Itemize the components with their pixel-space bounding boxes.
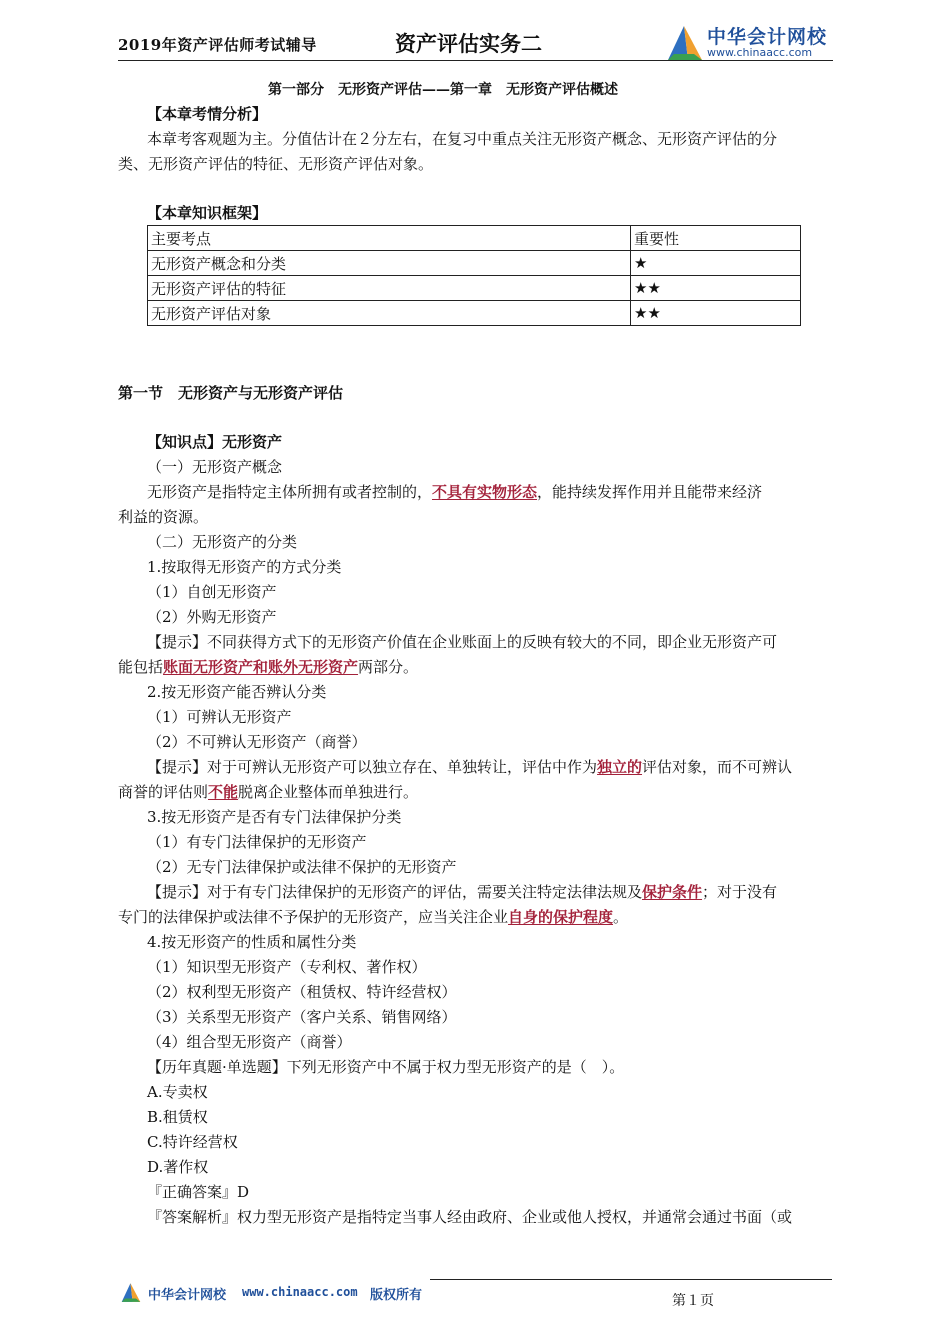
logo-name: 中华会计网校 <box>707 26 828 48</box>
class-4d: （4）组合型无形资产（商誉） <box>147 1033 352 1051</box>
exam-question: 【历年真题·单选题】下列无形资产中不属于权力型无形资产的是（ ）。 <box>147 1058 625 1076</box>
table-row <box>148 301 801 326</box>
highlight: 不能 <box>208 783 239 801</box>
option-d: D.著作权 <box>147 1158 209 1176</box>
class-3a: （1）有专门法律保护的无形资产 <box>147 833 367 851</box>
text: 商誉的评估则 <box>118 783 209 801</box>
subheading-concept: （一）无形资产概念 <box>147 458 283 476</box>
text: 脱离企业整体而单独进行。 <box>238 783 419 801</box>
class-3: 3.按无形资产是否有专门法律保护分类 <box>147 808 402 826</box>
text: ，能持续发挥作用并且能带来经济 <box>537 483 763 501</box>
tip-1-cont <box>118 657 418 677</box>
text: 能包括 <box>118 658 164 676</box>
tip-2 <box>147 757 792 777</box>
page-number: 第１页 <box>672 1293 714 1309</box>
importance-stars: ★ <box>631 251 801 276</box>
text: ；对于没有 <box>702 883 778 901</box>
knowledge-point-heading: 【知识点】无形资产 <box>147 433 283 451</box>
analysis-line-1: 本章考客观题为主。分值估计在２分左右，在复习中重点关注无形资产概念、无形资产评估的分 <box>147 130 778 148</box>
class-4b: （2）权利型无形资产（租赁权、特许经营权） <box>147 983 457 1001</box>
footer-rule <box>430 1279 832 1280</box>
option-c: C.特许经营权 <box>147 1133 238 1151</box>
highlight: 保护条件 <box>642 883 703 901</box>
analysis-line-2: 类、无形资产评估的特征、无形资产评估对象。 <box>118 155 434 173</box>
text: 【提示】对于有专门法律保护的无形资产的评估，需要关注特定法律法规及 <box>147 883 643 901</box>
header-rule <box>118 60 833 61</box>
answer-explanation: 『答案解析』权力型无形资产是指特定当事人经由政府、企业或他人授权，并通常会通过书面（或 <box>147 1208 793 1226</box>
class-1: 1.按取得无形资产的方式分类 <box>147 558 342 576</box>
text: 专门的法律保护或法律不予保护的无形资产，应当关注企业 <box>118 908 509 926</box>
class-4a: （1）知识型无形资产（专利权、著作权） <box>147 958 427 976</box>
class-4: 4.按无形资产的性质和属性分类 <box>147 933 357 951</box>
definition-line-2: 利益的资源。 <box>118 508 209 526</box>
tip-1: 【提示】不同获得方式下的无形资产价值在企业账面上的反映有较大的不同，即企业无形资产可 <box>147 633 778 651</box>
option-b: B.租赁权 <box>147 1108 208 1126</box>
text: 两部分。 <box>358 658 419 676</box>
class-1b: （2）外购无形资产 <box>147 608 277 626</box>
tip-3 <box>147 882 777 902</box>
correct-answer: 『正确答案』D <box>147 1183 250 1201</box>
highlight: 自身的保护程度 <box>508 908 614 926</box>
text: 【提示】对于可辨认无形资产可以独立存在、单独转让，评估中作为 <box>147 758 598 776</box>
logo-url: www.chinaacc.com <box>707 46 813 59</box>
definition-line <box>147 482 762 502</box>
section-title: 第一节 无形资产与无形资产评估 <box>118 384 344 402</box>
table-header-cell: 重要性 <box>631 226 801 251</box>
table-header-cell: 主要考点 <box>148 226 631 251</box>
class-2a: （1）可辨认无形资产 <box>147 708 292 726</box>
table-cell: 无形资产评估的特征 <box>148 276 631 301</box>
text: 评估对象，而不可辨认 <box>642 758 793 776</box>
footer-logo-text: 中华会计网校 <box>148 1288 227 1303</box>
knowledge-table <box>147 225 801 326</box>
logo-icon <box>118 1280 144 1304</box>
highlight: 独立的 <box>597 758 643 776</box>
footer-site: www.chinaacc.com <box>242 1285 358 1299</box>
text: 。 <box>613 908 629 926</box>
class-4c: （3）关系型无形资产（客户关系、销售网络） <box>147 1008 457 1026</box>
table-row <box>148 251 801 276</box>
framework-heading: 【本章知识框架】 <box>147 204 268 222</box>
importance-stars: ★★ <box>631 301 801 326</box>
table-cell: 无形资产概念和分类 <box>148 251 631 276</box>
highlight: 不具有实物形态 <box>432 483 538 501</box>
subheading-classification: （二）无形资产的分类 <box>147 533 298 551</box>
analysis-heading: 【本章考情分析】 <box>147 105 268 123</box>
importance-stars: ★★ <box>631 276 801 301</box>
class-3b: （2）无专门法律保护或法律不保护的无形资产 <box>147 858 457 876</box>
class-2b: （2）不可辨认无形资产（商誉） <box>147 733 367 751</box>
table-cell: 无形资产评估对象 <box>148 301 631 326</box>
header-left-text: 2019年资产评估师考试辅导 <box>118 36 317 54</box>
chapter-title: 第一部分 无形资产评估——第一章 无形资产评估概述 <box>268 82 618 98</box>
class-1a: （1）自创无形资产 <box>147 583 277 601</box>
table-row <box>148 276 801 301</box>
class-2: 2.按无形资产能否辨认分类 <box>147 683 327 701</box>
header-title: 资产评估实务二 <box>395 31 542 56</box>
tip-2-cont <box>118 782 418 802</box>
logo-icon <box>664 20 706 64</box>
footer-brand <box>118 1280 448 1306</box>
table-header-row <box>148 226 801 251</box>
highlight: 账面无形资产和账外无形资产 <box>163 658 359 676</box>
tip-3-cont <box>118 907 628 927</box>
option-a: A.专卖权 <box>147 1083 208 1101</box>
text: 无形资产是指特定主体所拥有或者控制的， <box>147 483 433 501</box>
footer-rights: 版权所有 <box>370 1288 423 1303</box>
brand-logo <box>664 20 839 64</box>
